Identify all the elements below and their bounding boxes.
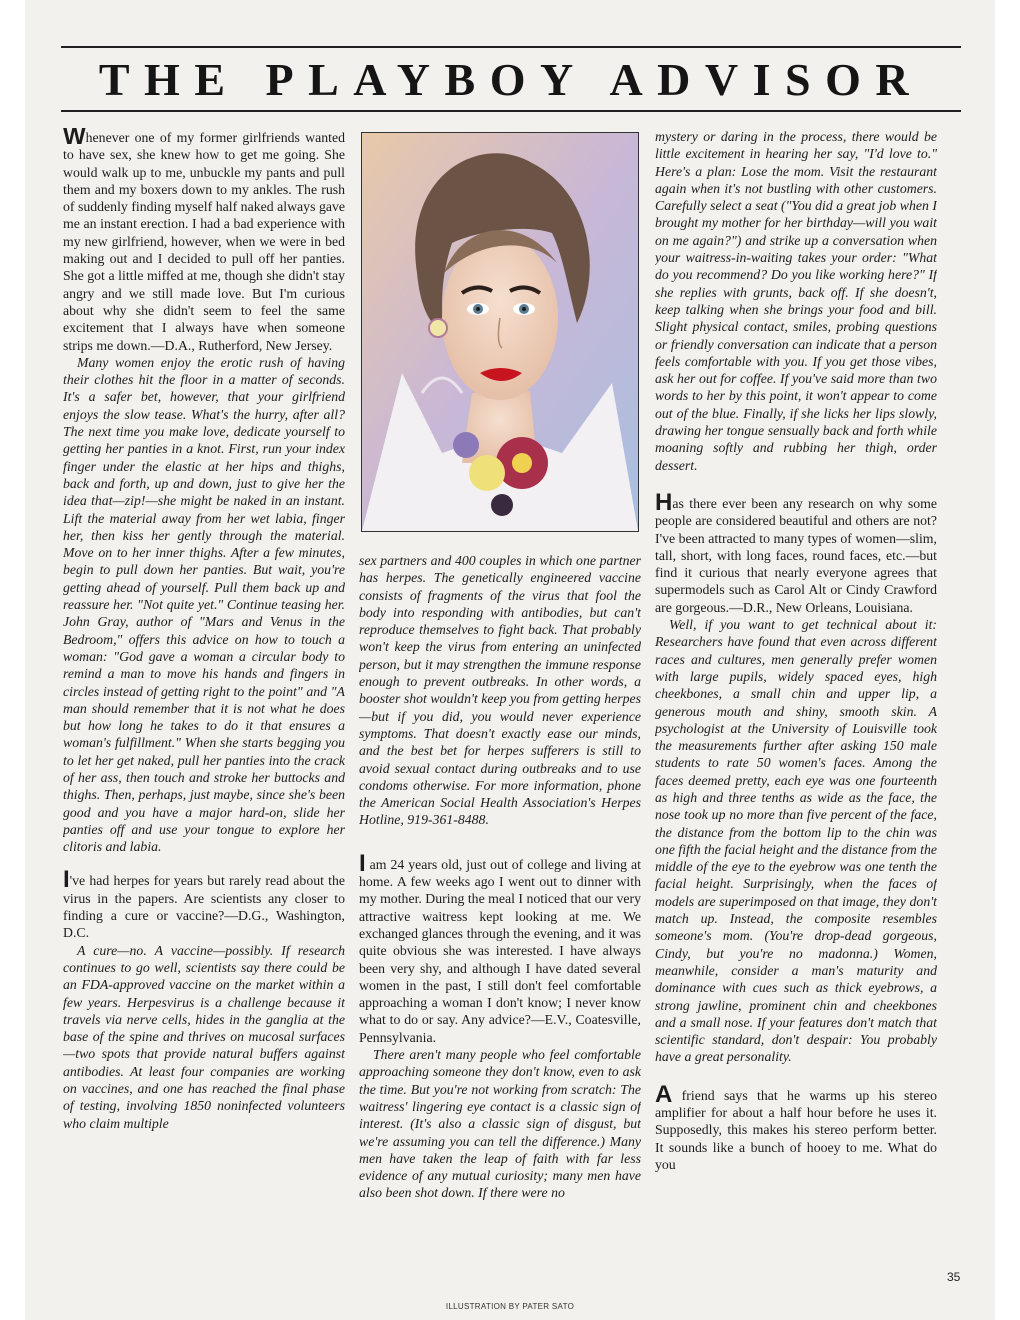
- question-3: [359, 849, 641, 1046]
- drop-cap: W: [63, 128, 86, 150]
- answer-3: There aren't many people who feel comfortable approaching someone they don't know, even to ask the time. But you're not working from scratch: The waitress' lingering eye contact is a classic sign of interest. (It's also a classic sign of disgust, but we're assuming you can tell the difference.) Many men have taken the leap of faith with far less evidence of any mutual curiosity; many men have also been shot down. If there were no: [359, 1047, 641, 1201]
- drop-cap: H: [655, 488, 673, 516]
- answer-1: Many women enjoy the erotic rush of having their clothes hit the floor in a matter of seconds. It's a safer bet, however, that your girlfriend enjoys the slow tease. What's the hurry, after all? The next time you make love, dedicate yourself to getting her panties in a knot. First, run your index finger under the elastic at her hips and thighs, back and forth, up and down, just to give her the idea that—zip!—she might be naked in an instant. Lift the material away from her wet labia, finger her, then kiss her gently through the material. Move on to her inner thighs. After a few minutes, begin to pull down her panties. But wait, you're getting ahead of yourself. Pull them back up and reassure her. "Not quite yet." Continue teasing her. John Gray, author of "Mars and Venus in the Bedroom," offers this advice on how to touch a woman: "God gave a woman a circular body to remind a man to move his hands and fingers in circles instead of getting right to the point" and "A man should remember that it is not what he does but how long he takes to do it that ensures a woman's fulfillment." When she starts begging you to let her get naked, pull her panties into the crack of her ass, then touch and stroke her buttocks and thighs. Then, perhaps, just maybe, since she's been good and you have a major hard-on, slide her panties off and use your tongue to explore her clitoris and labia.: [63, 354, 345, 855]
- masthead: [61, 46, 961, 112]
- column-1: [63, 128, 345, 1288]
- answer-4: Well, if you want to get technical about it: Researchers have found that even across different races and cultures, men generally prefer women with large pupils, widely spaced eyes, high cheekbones, a small chin and upper lip, a generous mouth and shiny, smooth skin. A psychologist at the University of Louisville took the measurements further after asking 150 male students to rate 50 women's faces. Among the faces deemed pretty, each eye was one fourteenth as high and three tenths as wide as the face, the nose took up no more than five percent of the face, the distance from the bottom lip to the chin was one fifth the facial height and the distance from the middle of the eye to the eyebrow was one tenth the facial height. Surprisingly, when the faces of models are superimposed on that image, they don't match up. Instead, the composite resembles someone's mom. (You're drop-dead gorgeous, Cindy, but you're no madonna.) Women, meanwhile, consider a man's maturity and dominance with cues such as thick eyebrows, a strong jawline, prominent chin and cheekbones and a small nose. If your features don't match that scientific standard, don't despair: You probably have a great personality.: [655, 617, 937, 1065]
- page-number: 35: [947, 1270, 961, 1284]
- illustration-credit: ILLUSTRATION BY PATER SATO: [445, 1302, 575, 1311]
- magazine-page: [25, 0, 995, 1320]
- question-2: [63, 866, 345, 941]
- column-2: [359, 128, 641, 1288]
- drop-cap: I: [63, 866, 70, 894]
- answer-3-continued: mystery or daring in the process, there would be little excitement in hearing her say, "I'd love to." Here's a plan: Lose the mom. Visit the restaurant again when it's not bustling with other customers. Carefully select a seat ("You did a great job when I brought my mother for her birthday—will you wait on me again?") and strike up a conversation when your waitress-in-waiting takes your order: "What do you recommend? Do you like working here?" If she replies with grunts, back off. If she doesn't, keep talking when she brings your food and bill. Slight physical contact, smiles, probing questions or friendly conversation can indicate that a person feels comfortable with you. If you get those vibes, ask her out for coffee. If you've said more than two words to her by this point, it won't appear to come out of the blue. Finally, if she licks her lips slowly, drawing her tongue sensually back and forth while moaning softly and rubbing her thigh, order dessert.: [655, 129, 937, 473]
- drop-cap: I: [359, 849, 366, 877]
- question-text: henever one of my former girlfriends wanted to have sex, she knew how to get me going. She would walk up to me, unbuckle my pants and pull them and my boxers down to my ankles. The rush of suddenly finding myself half naked always gave me an instant erection. I had a bad experience with my new girlfriend, however, when we were in bed making out and I decided to pull off her panties. She got a little miffed at me, though she didn't stay angry and we still made love. But I'm curious about why she didn't seem to feel the same excitement that I always have when someone strips me down.—D.A., Rutherford, New Jersey.: [63, 130, 345, 353]
- question-text: as there ever been any research on why some people are considered beautiful and others are not? I've been attracted to many types of women—slim, tall, short, with long faces, round faces, etc.—but find it curious that nearly everyone agrees that supermodels such as Carol Alt or Cindy Crawford are gorgeous.—D.R., New Orleans, Louisiana.: [655, 495, 937, 615]
- question-text: 've had herpes for years but rarely read about the virus in the papers. Are scientists any closer to finding a cure or vaccine?—D.G., Washington, D.C.: [63, 873, 345, 941]
- page-title: THE PLAYBOY ADVISOR: [98, 53, 924, 105]
- question-text: friend says that he warms up his stereo amplifier for about a half hour before he uses it. Supposedly, this makes his stereo perform better. It sounds like a bunch of hooey to me. What do you: [655, 1087, 937, 1172]
- question-4: [655, 488, 937, 616]
- answer-2-continued: sex partners and 400 couples in which one partner has herpes. The genetically engineered vaccine consists of fragments of the virus that fool the body into responding with antibodies, but can't reproduce themselves to fight back. That probably won't keep the virus from entering an uninfected person, but it may strengthen the immune response enough to prevent outbreaks. In other words, a booster shot wouldn't keep you from getting herpes—but if you did, you would never experience symptoms. That doesn't exactly ease our minds, and the best bet for herpes sufferers is still to avoid sexual contact during outbreaks and to use condoms otherwise. For more information, phone the American Social Health Association's Herpes Hotline, 919-361-8488.: [359, 553, 641, 828]
- answer-2: A cure—no. A vaccine—possibly. If research continues to go well, scientists say there could be an FDA-approved vaccine on the market within a few years. Herpesvirus is a challenge because it travels via nerve cells, hides in the ganglia at the base of the spine and thrives on mucosal surfaces—two spots that provide natural buffers against antibodies. At least four companies are working on vaccines, and one has reached the final phase of testing, involving 1850 noninfected volunteers who claim multiple: [63, 942, 345, 1131]
- question-1: [63, 128, 345, 354]
- question-5: [655, 1080, 937, 1173]
- column-2-text: [359, 552, 641, 1202]
- column-3: [655, 128, 937, 1288]
- question-text: am 24 years old, just out of college and living at home. A few weeks ago I went out to dinner with my mother. During the meal I noticed that our very attractive waitress kept looking at me. We exchanged glances through the evening, and it was quite obvious she was interested. I have always been very shy, and although I have dated several women in the past, I still don't feel comfortable approaching a woman I don't know; I never know what to do or say. Any advice?—E.V., Coatesville, Pennsylvania.: [359, 856, 641, 1045]
- drop-cap: A: [655, 1080, 673, 1108]
